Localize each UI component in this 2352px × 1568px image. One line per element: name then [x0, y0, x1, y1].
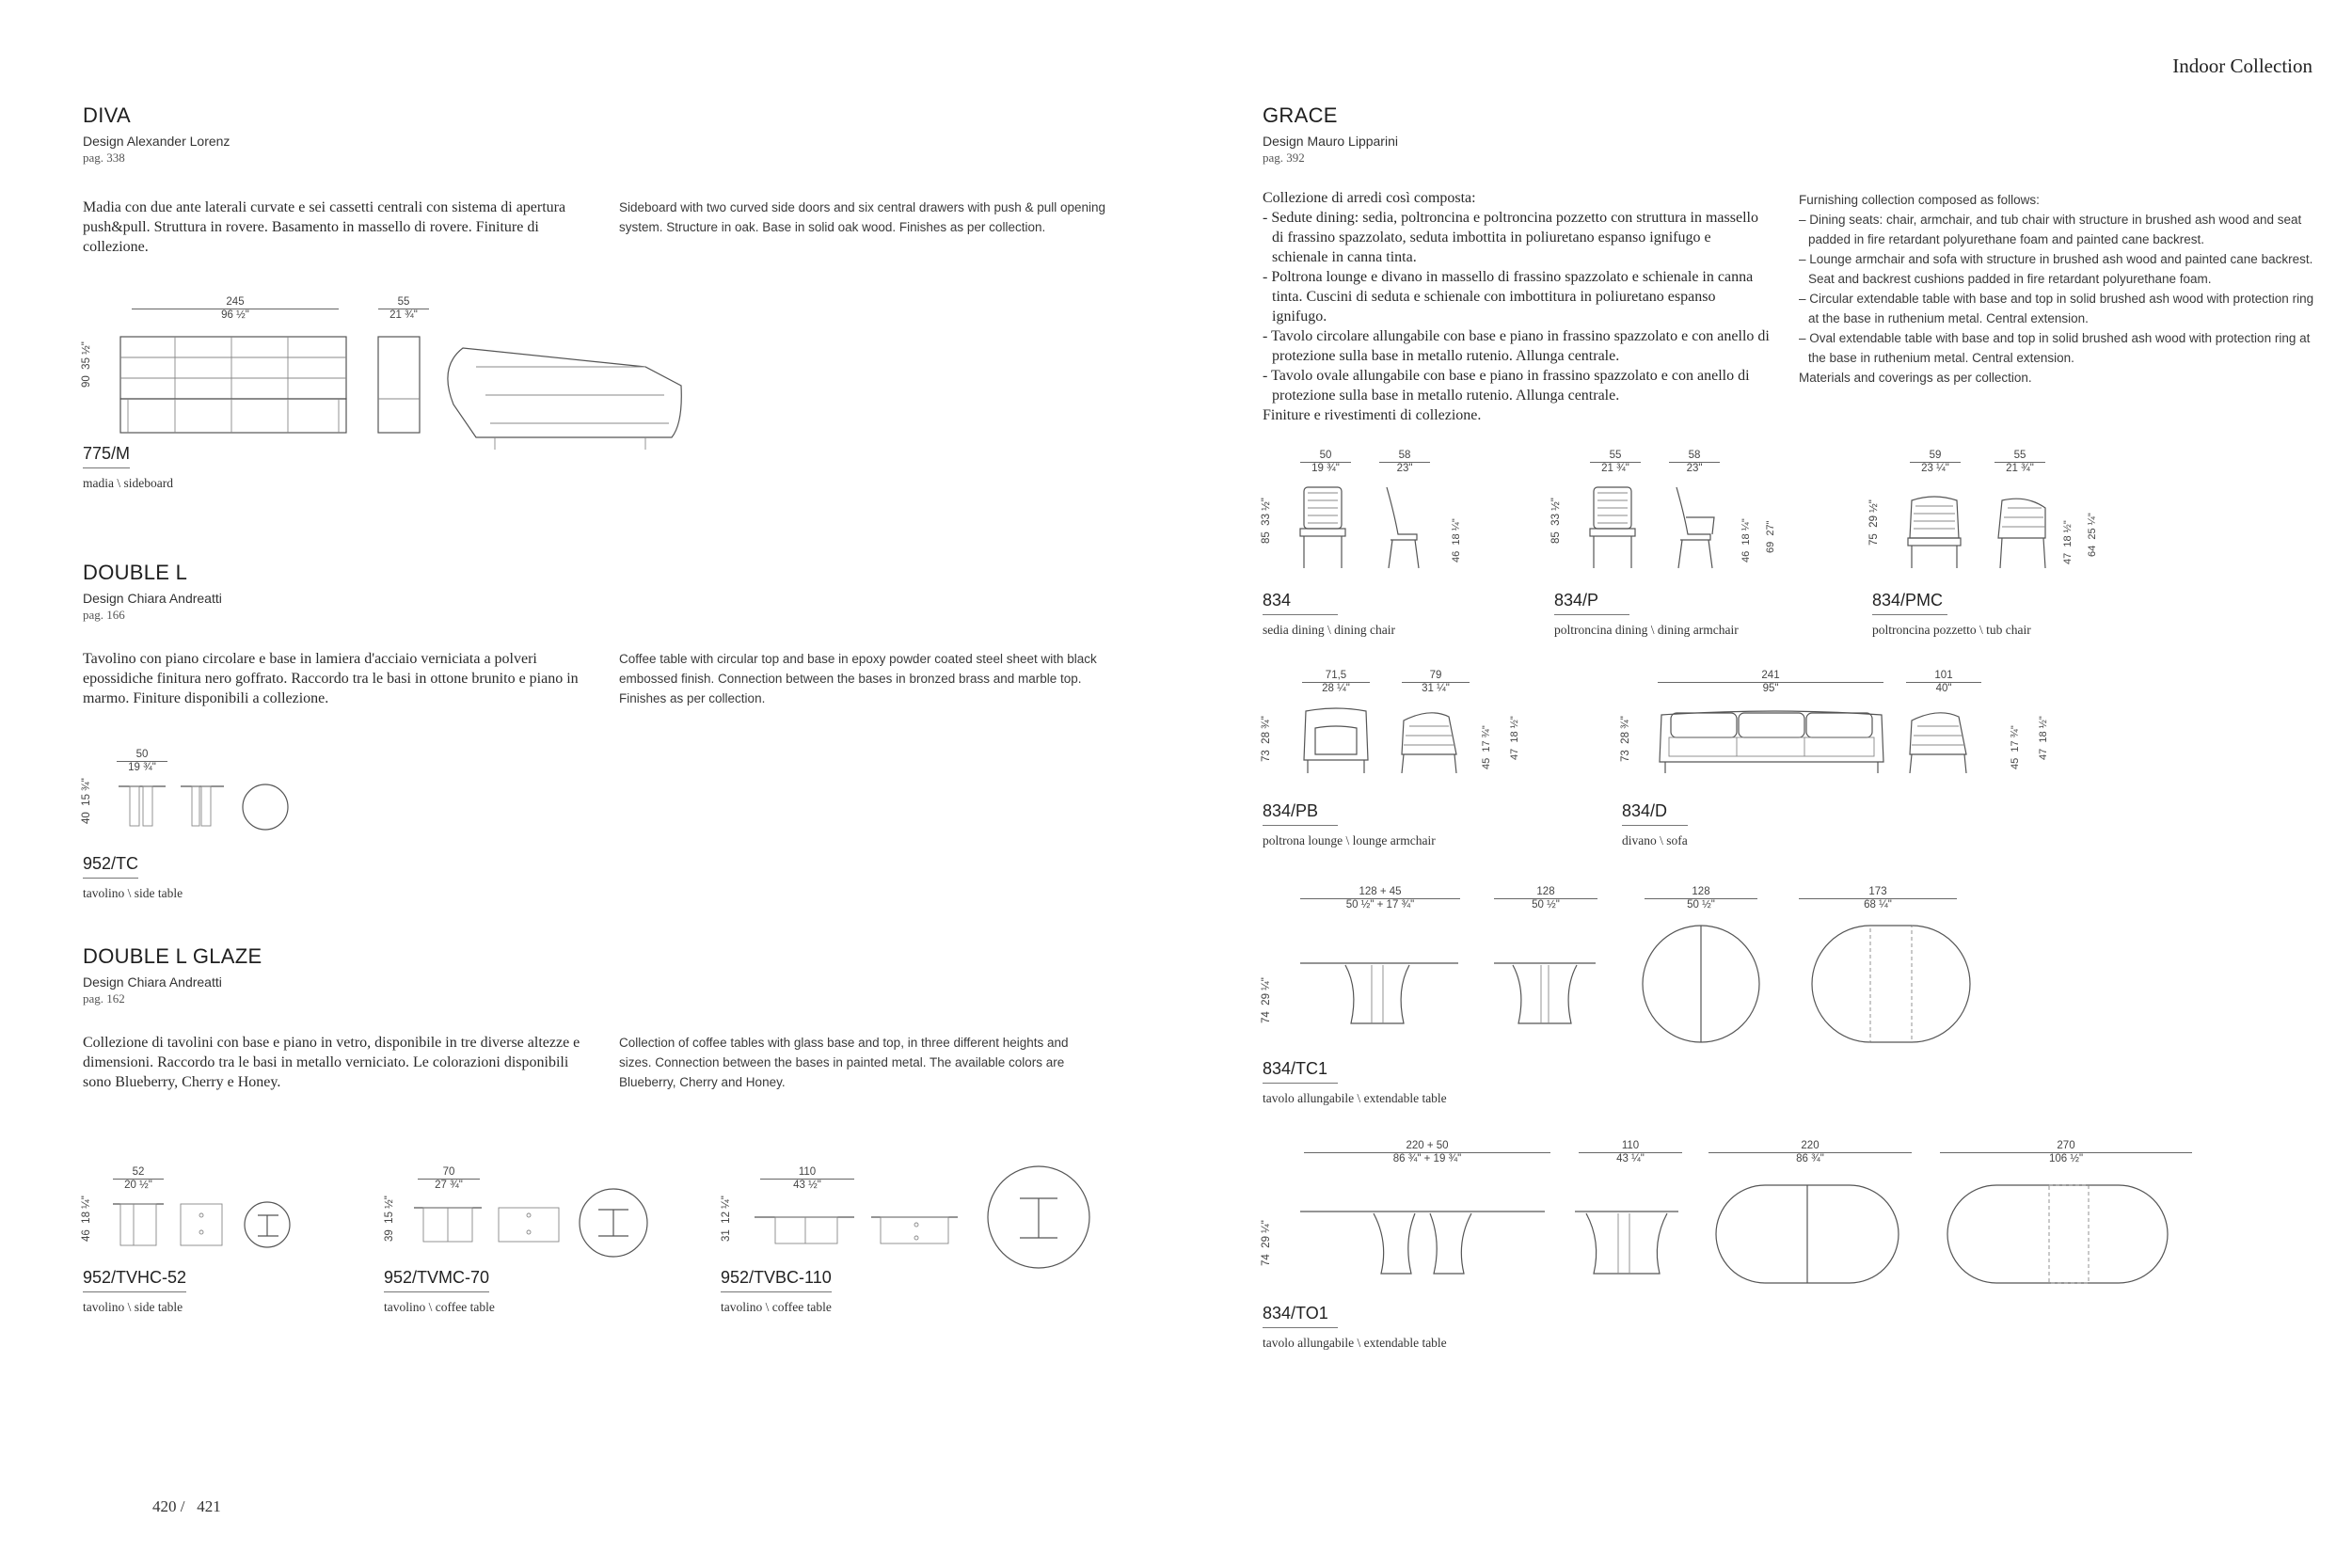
dim-diameter: 128 50 ½"	[1645, 886, 1757, 911]
dim-extended: 173 68 ¼"	[1799, 886, 1957, 911]
product-code-block	[1554, 591, 1739, 638]
dim-armrest: 64 25 ¼"	[2087, 513, 2098, 557]
dining-armchair-drawing	[1584, 485, 1735, 570]
page-numbers: 420 / 421	[152, 1497, 221, 1515]
product-code: 952/TVBC-110	[721, 1268, 832, 1292]
product-code-block	[1263, 591, 1395, 638]
collection-header: Indoor Collection	[2172, 55, 2312, 77]
product-title: DIVA	[83, 103, 131, 127]
product-code-block	[1622, 801, 1688, 848]
product-code: 834/P	[1554, 591, 1629, 615]
product-code: 834/TO1	[1263, 1304, 1338, 1328]
lounge-armchair-drawing	[1298, 707, 1486, 777]
product-caption: tavolino \ coffee table	[721, 1300, 832, 1314]
glaze-table-52-drawing	[113, 1200, 301, 1257]
it-item: - Poltrona lounge e divano in massello di frassino spazzolato e schienale in canna tinta. Cuscini di seduta e schienale con imbottitura in poliuretano espanso ignifugo.	[1263, 269, 1754, 325]
product-code-block	[1263, 1304, 1447, 1351]
product-caption: madia \ sideboard	[83, 476, 173, 490]
en-item: – Dining seats: chair, armchair, and tub chair with structure in brushed ash wood and seat padded in fire retardant polyurethane foam and painted cane backrest.	[1799, 213, 2302, 246]
product-caption: divano \ sofa	[1622, 833, 1688, 847]
product-code: 952/TVMC-70	[384, 1268, 489, 1292]
dim-height: 85 33 ½"	[1261, 498, 1272, 544]
dim-height: 40 15 ¾"	[81, 778, 92, 824]
dim-width: 50 19 ¾"	[117, 749, 167, 773]
page-ref: pag. 166	[83, 608, 125, 622]
dim-height: 39 15 ½"	[384, 1196, 395, 1242]
oval-table-drawing	[1298, 1176, 2201, 1298]
sideboard-drawing	[119, 329, 683, 451]
side-table-drawing	[117, 783, 305, 839]
glaze-block	[83, 944, 262, 1006]
designer: Design Mauro Lipparini	[1263, 134, 1398, 149]
dim-width: 55 21 ¾"	[1590, 450, 1641, 474]
en-item: – Lounge armchair and sofa with structure in brushed ash wood and painted cane backrest. Seat and backrest cushions padded in fire retardant polyurethane foam.	[1799, 252, 2313, 286]
dim-armrest: 47 18 ½"	[2038, 716, 2049, 760]
product-caption: poltroncina pozzetto \ tub chair	[1872, 623, 2031, 637]
it-item: - Sedute dining: sedia, poltroncina e poltroncina pozzetto con struttura in massello di frassino spazzolato, seduta imbottita in poliuretano espanso ignifugo e schienale in canna tinta.	[1263, 210, 1758, 265]
description-it: Collezione di tavolini con base e piano in vetro, disponibile in tre diverse altezze e dimensioni. Raccordo tra le basi in metallo verniciato. Le colorazioni disponibili sono Blueberry, Cherry e Honey.	[83, 1035, 580, 1090]
en-item: – Oval extendable table with base and top in solid brushed ash wood with protection ring at the base in ruthenium metal. Central extension.	[1799, 331, 2311, 365]
dim-height: 75 29 ½"	[1868, 499, 1880, 546]
product-title: DOUBLE L GLAZE	[83, 944, 262, 968]
product-code: 775/M	[83, 444, 130, 468]
product-code: 834/D	[1622, 801, 1688, 826]
dim-width: 128 + 45 50 ½" + 17 ¾"	[1300, 886, 1460, 911]
tub-chair-drawing	[1904, 495, 2074, 570]
product-caption: tavolino \ coffee table	[384, 1300, 495, 1314]
dim-depth: 55 21 ¾"	[378, 296, 429, 321]
dim-height: 74 29 ¼"	[1261, 977, 1272, 1023]
dim-seat: 46 18 ¼"	[1740, 518, 1752, 562]
en-item: – Circular extendable table with base and top in solid brushed ash wood with protection ring at the base in ruthenium metal. Central extension.	[1799, 292, 2314, 325]
dim-seat: 46 18 ¼"	[1451, 518, 1462, 562]
dim-depth: 79 31 ¼"	[1402, 670, 1470, 694]
dim-width: 50 19 ¾"	[1300, 450, 1351, 474]
dim-seat: 45 17 ¾"	[2010, 725, 2021, 769]
product-caption: sedia dining \ dining chair	[1263, 623, 1395, 637]
product-caption: tavolino \ side table	[83, 886, 183, 900]
dim-width: 220 + 50 86 ¾" + 19 ¾"	[1304, 1140, 1550, 1164]
dim-height: 90 35 ½"	[81, 341, 92, 388]
it-item: - Tavolo circolare allungabile con base e piano in frassino spazzolato e con anello di protezione sulla base in metallo rutenio. Allunga centrale.	[1263, 328, 1770, 364]
dim-width: 110 43 ½"	[760, 1166, 854, 1191]
product-code-block	[83, 1268, 186, 1315]
product-code-block	[384, 1268, 495, 1315]
product-code-block	[721, 1268, 832, 1315]
diva-block	[83, 103, 230, 166]
dim-depth: 58 23"	[1379, 450, 1430, 474]
description-it: Tavolino con piano circolare e base in lamiera d'acciaio verniciata a polveri epossidiche finitura nero goffrato. Raccordo tra le basi in ottone brunito e piano in marmo. Finiture disponibili a collezione.	[83, 651, 579, 706]
product-code: 952/TC	[83, 854, 138, 879]
designer: Design Chiara Andreatti	[83, 974, 222, 990]
product-code: 834/PB	[1263, 801, 1338, 826]
double-l-block	[83, 561, 222, 623]
product-caption: poltroncina dining \ dining armchair	[1554, 623, 1739, 637]
page-ref: pag. 162	[83, 991, 125, 1006]
product-code-block	[83, 854, 183, 901]
product-caption: tavolo allungabile \ extendable table	[1263, 1091, 1447, 1105]
description-en: Coffee table with circular top and base in epoxy powder coated steel sheet with black embossed finish. Connection between the bases in bronzed brass and marble top. Finishes as per collection.	[619, 652, 1097, 705]
dim-height: 31 12 ¼"	[721, 1196, 732, 1242]
dim-depth: 58 23"	[1669, 450, 1720, 474]
circular-table-drawing	[1298, 922, 1976, 1053]
dim-depth: 110 43 ¼"	[1579, 1140, 1682, 1164]
product-caption: tavolino \ side table	[83, 1300, 183, 1314]
dim-width: 70 27 ¾"	[418, 1166, 480, 1191]
product-caption: tavolo allungabile \ extendable table	[1263, 1336, 1447, 1350]
description-it: Madia con due ante laterali curvate e sei cassetti centrali con sistema di apertura push&pull. Struttura in rovere. Basamento in massello di rovere. Finiture di collezione.	[83, 199, 566, 255]
product-title: DOUBLE L	[83, 561, 188, 584]
product-caption: poltrona lounge \ lounge armchair	[1263, 833, 1436, 847]
designer: Design Chiara Andreatti	[83, 591, 222, 606]
product-code-block	[1263, 1059, 1447, 1106]
product-code-block	[83, 444, 173, 491]
dim-width: 52 20 ½"	[113, 1166, 164, 1191]
dim-seat: 47 18 ½"	[2062, 520, 2074, 564]
product-code: 834/PMC	[1872, 591, 1947, 615]
dining-chair-drawing	[1295, 485, 1445, 570]
description-en: Sideboard with two curved side doors and six central drawers with push & pull opening system. Structure in oak. Base in solid oak wood. Finishes as per collection.	[619, 200, 1106, 234]
product-code: 834/TC1	[1263, 1059, 1338, 1084]
sofa-drawing	[1656, 707, 2051, 777]
dim-width: 245 96 ½"	[132, 296, 339, 321]
designer: Design Alexander Lorenz	[83, 134, 230, 149]
dim-armrest: 69 27"	[1765, 520, 1776, 553]
dim-width: 241 95"	[1658, 670, 1883, 694]
dim-height: 85 33 ½"	[1550, 498, 1562, 544]
product-code: 834	[1263, 591, 1338, 615]
page-ref: pag. 392	[1263, 150, 1305, 165]
dim-height: 73 28 ¾"	[1261, 716, 1272, 762]
grace-description-it: Collezione di arredi così composta: - Sedute dining: sedia, poltroncina e poltroncina pozzetto con struttura in massello di frassino spazzolato, seduta imbottita in poliuretano espanso ignifugo e schienale in canna tinta. - Poltrona lounge e divano in massello di frassino spazzolato e schienale in canna tinta. Cuscini di seduta e schienale con imbottitura in poliuretano espanso ignifugo. - Tavolo circolare allungabile con base e piano in frassino spazzolato e con anello di protezione sulla base in metallo rutenio. Allunga centrale. - Tavolo ovale allungabile con base e piano in frassino spazzolato e con anello di protezione sulla base in metallo rutenio. Allunga centrale. Finiture e rivestimenti di collezione.	[1263, 190, 1770, 423]
product-code: 952/TVHC-52	[83, 1268, 186, 1292]
dim-width: 59 23 ¼"	[1910, 450, 1961, 474]
dim-width: 128 50 ½"	[1494, 886, 1597, 911]
it-item: - Tavolo ovale allungabile con base e piano in frassino spazzolato e con anello di protezione sulla base in metallo rutenio. Allunga centrale.	[1263, 368, 1750, 404]
page-ref: pag. 338	[83, 150, 125, 165]
description-en: Collection of coffee tables with glass base and top, in three different heights and sizes. Connection between the bases in painted metal. The available colors are Blueberry, Cherry and Honey.	[619, 1036, 1069, 1089]
dim-depth: 55 21 ¾"	[1994, 450, 2045, 474]
grace-block	[1263, 103, 1398, 166]
dim-height: 74 29 ¼"	[1261, 1220, 1272, 1266]
product-code-block	[1263, 801, 1436, 848]
dim-depth: 101 40"	[1906, 670, 1981, 694]
product-title: GRACE	[1263, 103, 1338, 127]
dim-armrest: 47 18 ½"	[1509, 716, 1520, 760]
dim-height: 46 18 ¼"	[81, 1196, 92, 1242]
dim-height: 73 28 ¾"	[1620, 716, 1631, 762]
grace-description-en: Furnishing collection composed as follows: – Dining seats: chair, armchair, and tub chair with structure in brushed ash wood and seat padded in fire retardant polyurethane foam and painted cane backrest. – Lounge armchair and sofa with structure in brushed ash wood and painted cane backrest. Seat and backrest cushions padded in fire retardant polyurethane foam. – Circular extendable table with base and top in solid brushed ash wood with protection ring at the base in ruthenium metal. Central extension. – Oval extendable table with base and top in solid brushed ash wood with protection ring at the base in ruthenium metal. Central extension. Materials and coverings as per collection.	[1799, 190, 2326, 388]
dim-length: 220 86 ¾"	[1708, 1140, 1912, 1164]
product-code-block	[1872, 591, 2031, 638]
dim-width: 71,5 28 ¼"	[1302, 670, 1370, 694]
dim-extended: 270 106 ½"	[1940, 1140, 2192, 1164]
dim-seat: 45 17 ¾"	[1481, 725, 1492, 769]
